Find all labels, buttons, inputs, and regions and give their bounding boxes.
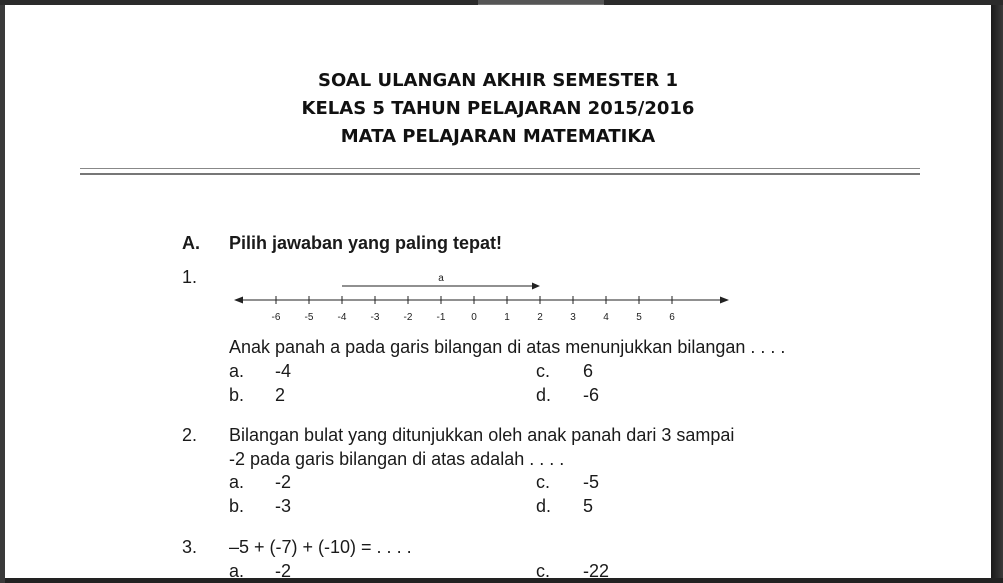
q2-option-d-value: 5 xyxy=(583,496,594,516)
number-line-tick-label: 2 xyxy=(537,312,543,323)
number-line-left-arrowhead xyxy=(234,297,243,304)
number-line-tick-label: -3 xyxy=(370,312,380,323)
number-line-tick-label: -2 xyxy=(403,312,413,323)
q1-option-c-value: 6 xyxy=(583,361,594,381)
question-1-text: Anak panah a pada garis bilangan di atas menunjukkan bilangan . . . . xyxy=(229,337,786,357)
q1-option-c-letter: c. xyxy=(536,361,551,381)
question-1-number: 1. xyxy=(182,267,198,287)
number-line-tick-label: 3 xyxy=(570,312,576,323)
q1-option-a-value: -4 xyxy=(275,361,292,381)
q2-option-b-value: -3 xyxy=(275,496,292,516)
number-line-tick-label: 6 xyxy=(669,312,675,323)
page-shadow-right xyxy=(991,5,1003,583)
header-rule-bottom xyxy=(80,173,920,175)
q3-option-a-letter: a. xyxy=(229,561,245,578)
number-line xyxy=(230,263,740,325)
q3-option-c-letter: c. xyxy=(536,561,551,578)
question-2-number: 2. xyxy=(182,425,198,445)
q2-option-c-value: -5 xyxy=(583,472,600,492)
q2-option-c-letter: c. xyxy=(536,472,551,492)
q1-option-d-value: -6 xyxy=(583,385,600,405)
header-rule-top xyxy=(80,168,920,169)
q3-option-a-value: -2 xyxy=(275,561,292,578)
q2-option-b-letter: b. xyxy=(229,496,245,516)
number-line-tick-label: -5 xyxy=(304,312,314,323)
number-line-tick-label: 0 xyxy=(471,312,477,323)
arrow-a-label: a xyxy=(438,273,444,284)
number-line-tick-label: -4 xyxy=(337,312,347,323)
number-line-tick-label: 5 xyxy=(636,312,642,323)
question-2-text-line-2: -2 pada garis bilangan di atas adalah . . . . xyxy=(229,449,565,469)
header-line-3: MATA PELAJARAN MATEMATIKA xyxy=(340,126,656,147)
q1-option-d-letter: d. xyxy=(536,385,552,405)
header-line-2: KELAS 5 TAHUN PELAJARAN 2015/2016 xyxy=(301,98,695,119)
q2-option-d-letter: d. xyxy=(536,496,552,516)
question-3-text: –5 + (-7) + (-10) = . . . . xyxy=(229,537,412,557)
section-instruction: Pilih jawaban yang paling tepat! xyxy=(229,233,503,253)
document-page xyxy=(5,5,991,578)
number-line-tick-label: 4 xyxy=(603,312,609,323)
document-header xyxy=(5,67,991,151)
arrow-a-head xyxy=(532,283,540,290)
number-line-tick-label: -1 xyxy=(436,312,446,323)
q1-option-b-value: 2 xyxy=(275,385,286,405)
question-2-text-line-1: Bilangan bulat yang ditunjukkan oleh anak panah dari 3 sampai xyxy=(229,425,735,445)
q1-option-b-letter: b. xyxy=(229,385,245,405)
q2-option-a-letter: a. xyxy=(229,472,245,492)
number-line-tick-label: -6 xyxy=(271,312,281,323)
q1-option-a-letter: a. xyxy=(229,361,245,381)
section-letter: A. xyxy=(182,233,200,253)
question-3-number: 3. xyxy=(182,537,198,557)
header-line-1: SOAL ULANGAN AKHIR SEMESTER 1 xyxy=(318,70,678,91)
q2-option-a-value: -2 xyxy=(275,472,292,492)
number-line-tick-label: 1 xyxy=(504,312,510,323)
q3-option-c-value: -22 xyxy=(583,561,610,578)
number-line-right-arrowhead xyxy=(720,297,729,304)
page-shadow-bottom xyxy=(5,578,1003,583)
